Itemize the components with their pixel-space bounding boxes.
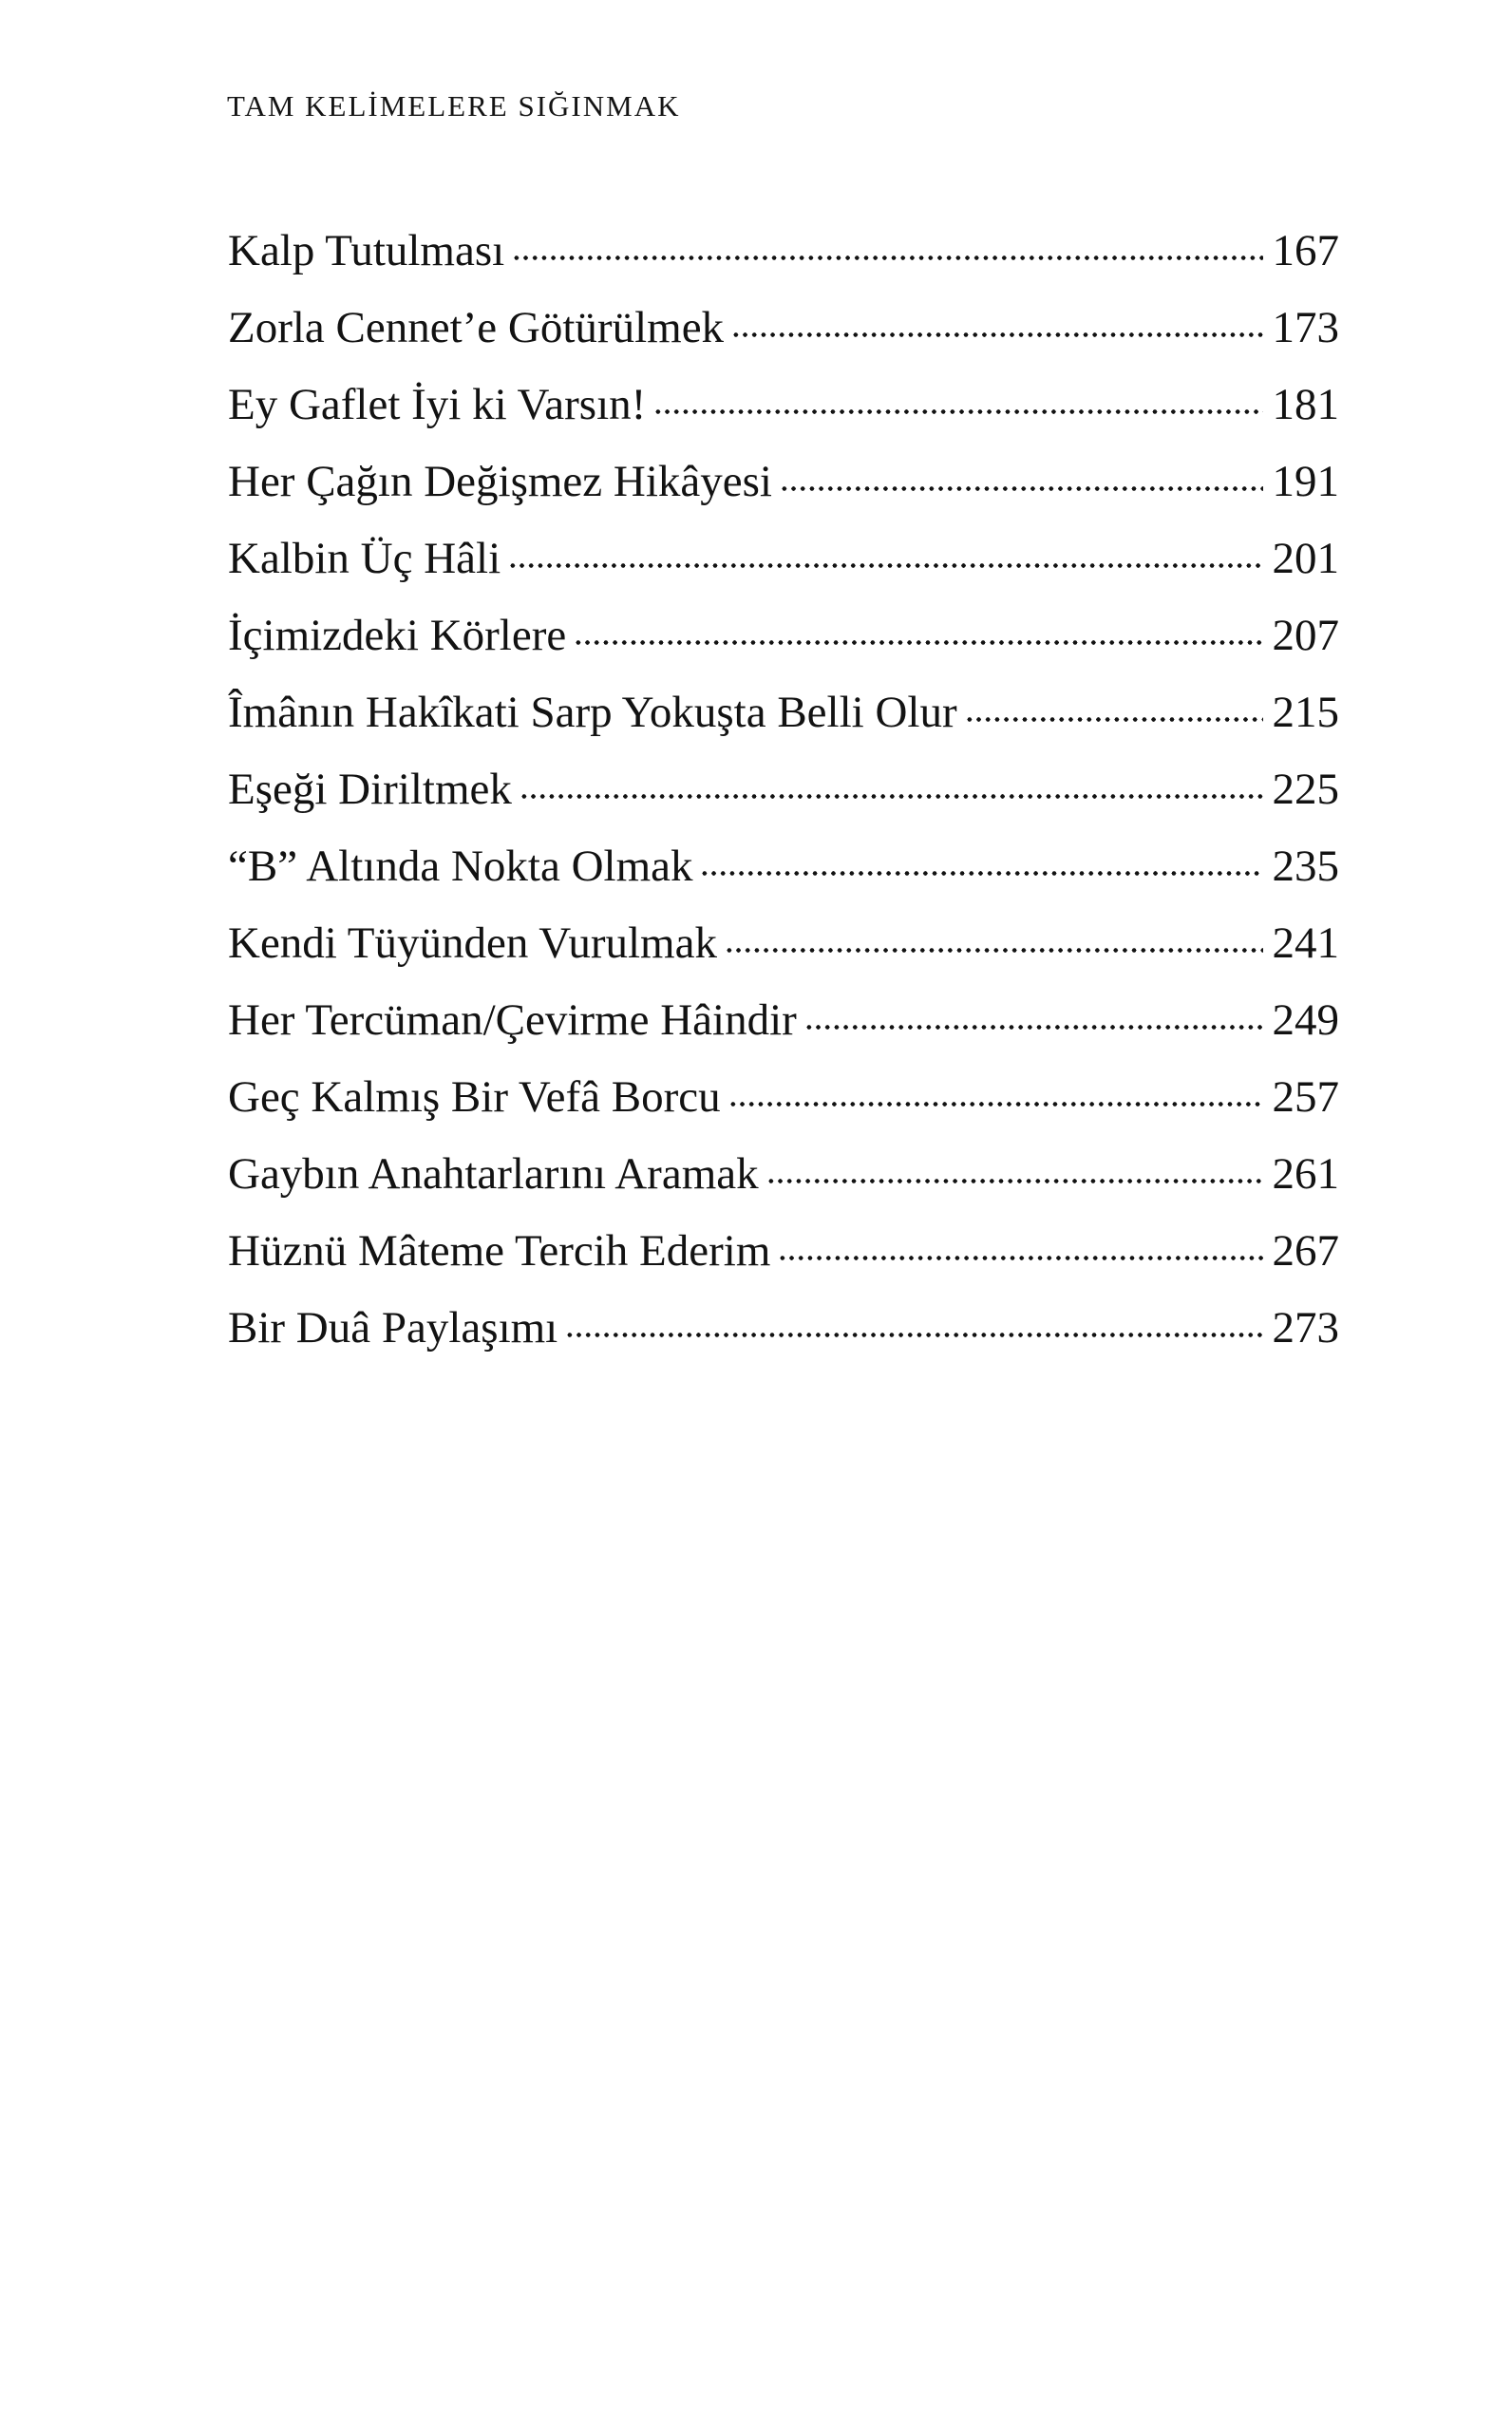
toc-entry bbox=[228, 1201, 1339, 1277]
toc-entry bbox=[228, 354, 1339, 431]
toc-entry-page-number: 173 bbox=[1272, 302, 1339, 352]
toc-entry bbox=[228, 277, 1339, 354]
dot-leader bbox=[731, 331, 1262, 338]
toc-entry bbox=[228, 893, 1339, 970]
toc-entry-title: Bir Duâ Paylaşımı bbox=[228, 1302, 558, 1353]
toc-entry-title: Her Çağın Değişmez Hikâyesi bbox=[228, 456, 772, 506]
toc-entry-page-number: 261 bbox=[1272, 1148, 1339, 1199]
dot-leader bbox=[520, 793, 1263, 800]
table-of-contents bbox=[228, 200, 1339, 1354]
running-header: TAM KELİMELERE SIĞINMAK bbox=[227, 89, 681, 123]
toc-entry-page-number: 267 bbox=[1272, 1225, 1339, 1276]
toc-entry-title: İçimizdeki Körlere bbox=[228, 610, 567, 660]
toc-entry-page-number: 167 bbox=[1272, 225, 1339, 275]
toc-entry-page-number: 215 bbox=[1272, 687, 1339, 737]
dot-leader bbox=[804, 1024, 1263, 1031]
toc-entry bbox=[228, 662, 1339, 739]
toc-entry bbox=[228, 431, 1339, 508]
toc-entry-page-number: 241 bbox=[1272, 918, 1339, 968]
toc-entry bbox=[228, 739, 1339, 816]
toc-entry bbox=[228, 1124, 1339, 1201]
toc-entry-page-number: 191 bbox=[1272, 456, 1339, 506]
toc-entry-title: Her Tercüman/Çevirme Hâindir bbox=[228, 994, 797, 1045]
dot-leader bbox=[653, 408, 1262, 415]
toc-entry-page-number: 181 bbox=[1272, 379, 1339, 429]
toc-entry bbox=[228, 585, 1339, 662]
toc-entry-page-number: 273 bbox=[1272, 1302, 1339, 1353]
toc-entry-title: Kendi Tüyünden Vurulmak bbox=[228, 918, 717, 968]
toc-entry bbox=[228, 508, 1339, 585]
toc-entry-page-number: 249 bbox=[1272, 994, 1339, 1045]
toc-entry-page-number: 235 bbox=[1272, 841, 1339, 891]
dot-leader bbox=[574, 639, 1262, 646]
dot-leader bbox=[512, 255, 1262, 261]
toc-entry-title: Geç Kalmış Bir Vefâ Borcu bbox=[228, 1071, 721, 1122]
dot-leader bbox=[725, 947, 1263, 954]
toc-entry-page-number: 207 bbox=[1272, 610, 1339, 660]
toc-entry bbox=[228, 200, 1339, 277]
dot-leader bbox=[700, 870, 1262, 877]
toc-entry-title: Ey Gaflet İyi ki Varsın! bbox=[228, 379, 647, 429]
toc-entry-title: Gaybın Anahtarlarını Aramak bbox=[228, 1148, 759, 1199]
toc-entry-page-number: 225 bbox=[1272, 764, 1339, 814]
toc-entry bbox=[228, 1277, 1339, 1354]
dot-leader bbox=[508, 562, 1262, 569]
dot-leader bbox=[766, 1178, 1263, 1184]
toc-entry-title: “B” Altında Nokta Olmak bbox=[228, 841, 693, 891]
toc-entry-title: Hüznü Mâteme Tercih Ederim bbox=[228, 1225, 771, 1276]
dot-leader bbox=[565, 1332, 1262, 1338]
toc-entry-title: Kalbin Üç Hâli bbox=[228, 533, 501, 583]
dot-leader bbox=[778, 1255, 1262, 1261]
toc-entry-page-number: 201 bbox=[1272, 533, 1339, 583]
dot-leader bbox=[728, 1101, 1263, 1107]
toc-entry bbox=[228, 816, 1339, 893]
toc-entry-page-number: 257 bbox=[1272, 1071, 1339, 1122]
toc-entry-title: Zorla Cennet’e Götürülmek bbox=[228, 302, 725, 352]
toc-entry bbox=[228, 970, 1339, 1047]
dot-leader bbox=[965, 716, 1263, 723]
toc-entry-title: Kalp Tutulması bbox=[228, 225, 505, 275]
dot-leader bbox=[780, 485, 1263, 492]
toc-entry-title: Eşeği Diriltmek bbox=[228, 764, 512, 814]
toc-entry bbox=[228, 1047, 1339, 1124]
toc-entry-title: Îmânın Hakîkati Sarp Yokuşta Belli Olur bbox=[228, 687, 957, 737]
